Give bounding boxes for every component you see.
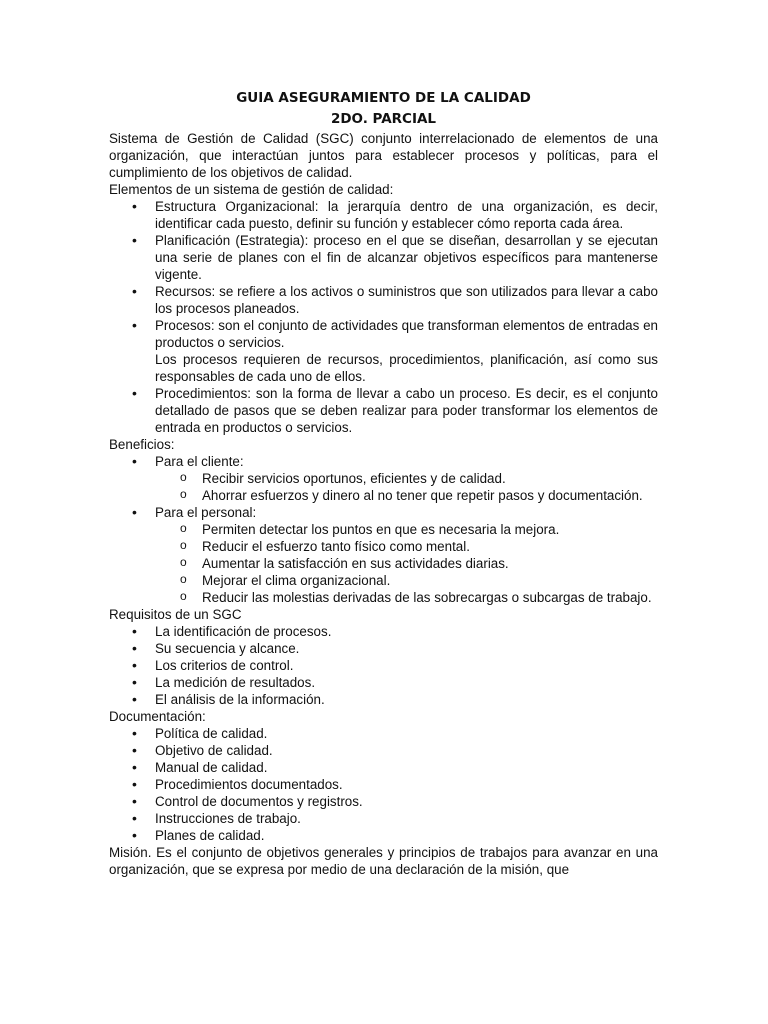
list-item: • Política de calidad. xyxy=(109,725,658,742)
intro-paragraph: Sistema de Gestión de Calidad (SGC) conjunto interrelacionado de elementos de una organización, que interactúan juntos para establecer procesos y políticas, para el cumplimiento de los objetivos de calidad. xyxy=(109,131,658,180)
staff-benefits-list xyxy=(155,521,658,606)
document-subtitle: 2DO. PARCIAL xyxy=(330,111,437,127)
list-item: • La medición de resultados. xyxy=(109,674,658,691)
list-item: • Procedimientos: son la forma de llevar a cabo un proceso. Es decir, es el conjunto detallado de pasos que se deben realizar para poder transformar los elementos de entrada en productos o servicios. xyxy=(109,385,658,436)
list-item: • Manual de calidad. xyxy=(109,759,658,776)
client-heading: Para el cliente: xyxy=(155,454,244,469)
list-item: • La identificación de procesos. xyxy=(109,623,658,640)
list-item: • Objetivo de calidad. xyxy=(109,742,658,759)
list-item xyxy=(109,504,658,606)
list-item xyxy=(109,317,658,385)
requirements-list xyxy=(109,623,658,708)
list-item: • El análisis de la información. xyxy=(109,691,658,708)
list-item: o Mejorar el clima organizacional. xyxy=(109,572,658,589)
processes-text: Procesos: son el conjunto de actividades que transforman elementos de entradas en productos o servicios. xyxy=(155,318,658,350)
elements-heading: Elementos de un sistema de gestión de calidad: xyxy=(109,182,394,197)
list-item: • Control de documentos y registros. xyxy=(109,793,658,810)
list-item: • Recursos: se refiere a los activos o suministros que son utilizados para llevar a cabo los procesos planeados. xyxy=(109,283,658,317)
requirements-heading: Requisitos de un SGC xyxy=(109,607,242,622)
processes-note: Los procesos requieren de recursos, procedimientos, planificación, así como sus responsables de cada uno de ellos. xyxy=(155,352,658,384)
list-item: • Su secuencia y alcance. xyxy=(109,640,658,657)
staff-heading: Para el personal: xyxy=(155,505,257,520)
elements-list xyxy=(109,198,658,436)
list-item: • Estructura Organizacional: la jerarquía dentro de una organización, es decir, identificar cada puesto, definir su función y establecer cómo reporta cada área. xyxy=(109,198,658,232)
list-item: o Reducir el esfuerzo tanto físico como mental. xyxy=(109,538,658,555)
list-item: o Permiten detectar los puntos en que es necesaria la mejora. xyxy=(109,521,658,538)
documentation-list xyxy=(109,725,658,844)
list-item: • Los criterios de control. xyxy=(109,657,658,674)
list-item: o Recibir servicios oportunos, eficientes y de calidad. xyxy=(109,470,658,487)
benefits-heading: Beneficios: xyxy=(109,437,175,452)
list-item: • Planes de calidad. xyxy=(109,827,658,844)
list-item: o Aumentar la satisfacción en sus actividades diarias. xyxy=(109,555,658,572)
client-benefits-list xyxy=(155,470,658,504)
list-item: • Instrucciones de trabajo. xyxy=(109,810,658,827)
documentation-heading: Documentación: xyxy=(109,709,206,724)
list-item: o Ahorrar esfuerzos y dinero al no tener que repetir pasos y documentación. xyxy=(109,487,658,504)
list-item: • Planificación (Estrategia): proceso en el que se diseñan, desarrollan y se ejecutan una serie de planes con el fin de alcanzar objetivos específicos para mantenerse vigente. xyxy=(109,232,658,283)
list-item: • Procedimientos documentados. xyxy=(109,776,658,793)
mission-paragraph: Misión. Es el conjunto de objetivos generales y principios de trabajos para avanzar en una organización, que se expresa por medio de una declaración de la misión, que xyxy=(109,845,658,877)
benefits-list xyxy=(109,453,658,606)
document-title: GUIA ASEGURAMIENTO DE LA CALIDAD xyxy=(236,90,531,106)
document-body xyxy=(109,88,658,878)
list-item: o Reducir las molestias derivadas de las sobrecargas o subcargas de trabajo. xyxy=(109,589,658,606)
list-item xyxy=(109,453,658,504)
